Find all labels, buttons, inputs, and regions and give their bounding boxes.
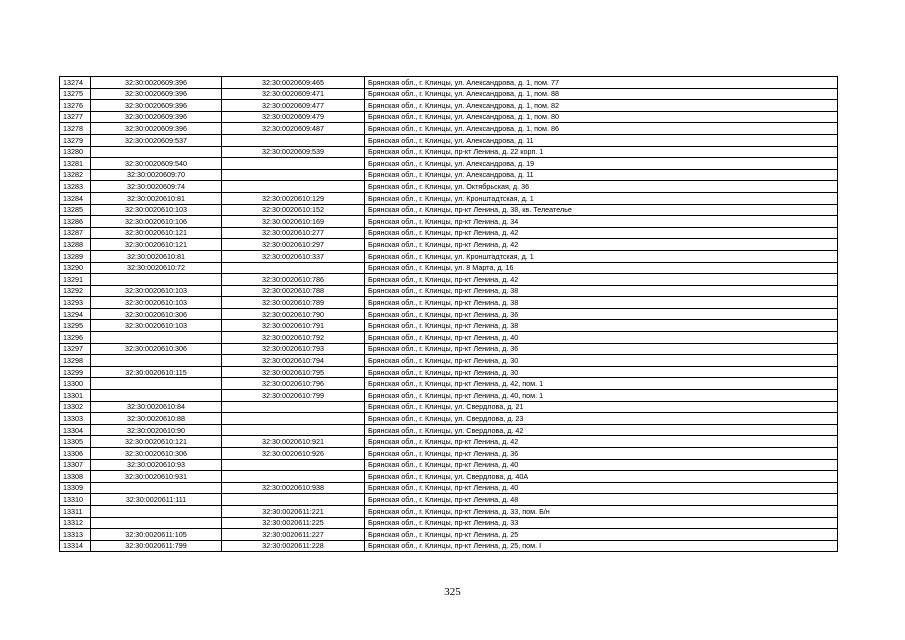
building-number-cell: 32:30:0020610:792 — [222, 332, 365, 344]
building-number-cell — [222, 134, 365, 146]
address-cell: Брянская обл., г. Клинцы, ул. Свердлова, д. 21 — [365, 401, 838, 413]
parcel-number-cell: 32:30:0020609:70 — [91, 169, 222, 181]
parcel-number-cell — [91, 332, 222, 344]
parcel-number-cell: 32:30:0020610:84 — [91, 401, 222, 413]
row-number-cell: 13301 — [60, 390, 91, 402]
table-row — [60, 494, 838, 506]
parcel-number-cell — [91, 482, 222, 494]
row-number-cell: 13281 — [60, 158, 91, 170]
address-cell: Брянская обл., г. Клинцы, пр-кт Ленина, д. 42 — [365, 239, 838, 251]
table-row — [60, 274, 838, 286]
row-number-cell: 13280 — [60, 146, 91, 158]
parcel-number-cell: 32:30:0020610:72 — [91, 262, 222, 274]
table-row — [60, 297, 838, 309]
table-row — [60, 88, 838, 100]
building-number-cell — [222, 169, 365, 181]
building-number-cell: 32:30:0020609:487 — [222, 123, 365, 135]
registry-table-body — [60, 77, 838, 552]
address-cell: Брянская обл., г. Клинцы, пр-кт Ленина, д. 25, пом. I — [365, 540, 838, 552]
parcel-number-cell: 32:30:0020610:103 — [91, 285, 222, 297]
table-row — [60, 401, 838, 413]
parcel-number-cell: 32:30:0020610:93 — [91, 459, 222, 471]
address-cell: Брянская обл., г. Клинцы, пр-кт Ленина, д. 38 — [365, 320, 838, 332]
parcel-number-cell: 32:30:0020611:799 — [91, 540, 222, 552]
building-number-cell — [222, 424, 365, 436]
table-row — [60, 250, 838, 262]
building-number-cell: 32:30:0020609:471 — [222, 88, 365, 100]
table-row — [60, 343, 838, 355]
parcel-number-cell: 32:30:0020609:396 — [91, 123, 222, 135]
row-number-cell: 13299 — [60, 366, 91, 378]
row-number-cell: 13311 — [60, 505, 91, 517]
row-number-cell: 13278 — [60, 123, 91, 135]
parcel-number-cell: 32:30:0020610:88 — [91, 413, 222, 425]
row-number-cell: 13295 — [60, 320, 91, 332]
table-row — [60, 529, 838, 541]
row-number-cell: 13312 — [60, 517, 91, 529]
building-number-cell: 32:30:0020610:926 — [222, 448, 365, 460]
address-cell: Брянская обл., г. Клинцы, пр-кт Ленина, д. 42 — [365, 274, 838, 286]
parcel-number-cell: 32:30:0020610:121 — [91, 436, 222, 448]
parcel-number-cell: 32:30:0020609:537 — [91, 134, 222, 146]
building-number-cell: 32:30:0020610:799 — [222, 390, 365, 402]
parcel-number-cell: 32:30:0020609:396 — [91, 88, 222, 100]
row-number-cell: 13313 — [60, 529, 91, 541]
row-number-cell: 13279 — [60, 134, 91, 146]
building-number-cell: 32:30:0020610:152 — [222, 204, 365, 216]
address-cell: Брянская обл., г. Клинцы, ул. Александрова, д. 1, пом. 88 — [365, 88, 838, 100]
address-cell: Брянская обл., г. Клинцы, ул. 8 Марта, д. 16 — [365, 262, 838, 274]
address-cell: Брянская обл., г. Клинцы, пр-кт Ленина, д. 34 — [365, 216, 838, 228]
table-row — [60, 216, 838, 228]
table-row — [60, 77, 838, 89]
parcel-number-cell: 32:30:0020610:931 — [91, 471, 222, 483]
row-number-cell: 13290 — [60, 262, 91, 274]
table-row — [60, 505, 838, 517]
address-cell: Брянская обл., г. Клинцы, ул. Александрова, д. 19 — [365, 158, 838, 170]
building-number-cell — [222, 158, 365, 170]
building-number-cell: 32:30:0020611:228 — [222, 540, 365, 552]
address-cell: Брянская обл., г. Клинцы, пр-кт Ленина, д. 36 — [365, 343, 838, 355]
table-row — [60, 204, 838, 216]
address-cell: Брянская обл., г. Клинцы, пр-кт Ленина, д. 38, кв. Телеателье — [365, 204, 838, 216]
parcel-number-cell: 32:30:0020610:115 — [91, 366, 222, 378]
building-number-cell: 32:30:0020610:794 — [222, 355, 365, 367]
parcel-number-cell: 32:30:0020610:306 — [91, 448, 222, 460]
row-number-cell: 13277 — [60, 111, 91, 123]
row-number-cell: 13275 — [60, 88, 91, 100]
parcel-number-cell: 32:30:0020610:121 — [91, 239, 222, 251]
row-number-cell: 13282 — [60, 169, 91, 181]
table-row — [60, 100, 838, 112]
address-cell: Брянская обл., г. Клинцы, пр-кт Ленина, д. 42 — [365, 227, 838, 239]
parcel-number-cell: 32:30:0020609:396 — [91, 100, 222, 112]
building-number-cell: 32:30:0020610:921 — [222, 436, 365, 448]
parcel-number-cell — [91, 274, 222, 286]
row-number-cell: 13300 — [60, 378, 91, 390]
row-number-cell: 13285 — [60, 204, 91, 216]
row-number-cell: 13306 — [60, 448, 91, 460]
address-cell: Брянская обл., г. Клинцы, ул. Кронштадтская, д. 1 — [365, 192, 838, 204]
table-row — [60, 239, 838, 251]
table-row — [60, 111, 838, 123]
parcel-number-cell: 32:30:0020610:103 — [91, 204, 222, 216]
building-number-cell — [222, 494, 365, 506]
row-number-cell: 13309 — [60, 482, 91, 494]
parcel-number-cell — [91, 505, 222, 517]
table-row — [60, 471, 838, 483]
building-number-cell: 32:30:0020610:277 — [222, 227, 365, 239]
address-cell: Брянская обл., г. Клинцы, ул. Кронштадтская, д. 1 — [365, 250, 838, 262]
row-number-cell: 13298 — [60, 355, 91, 367]
address-cell: Брянская обл., г. Клинцы, пр-кт Ленина, д. 30 — [365, 355, 838, 367]
building-number-cell: 32:30:0020610:169 — [222, 216, 365, 228]
address-cell: Брянская обл., г. Клинцы, пр-кт Ленина, д. 42, пом. 1 — [365, 378, 838, 390]
building-number-cell: 32:30:0020609:539 — [222, 146, 365, 158]
address-cell: Брянская обл., г. Клинцы, ул. Александрова, д. 1, пом. 80 — [365, 111, 838, 123]
building-number-cell: 32:30:0020610:129 — [222, 192, 365, 204]
building-number-cell — [222, 471, 365, 483]
row-number-cell: 13314 — [60, 540, 91, 552]
table-row — [60, 285, 838, 297]
parcel-number-cell: 32:30:0020610:81 — [91, 192, 222, 204]
row-number-cell: 13294 — [60, 308, 91, 320]
table-row — [60, 227, 838, 239]
address-cell: Брянская обл., г. Клинцы, ул. Александрова, д. 11 — [365, 169, 838, 181]
address-cell: Брянская обл., г. Клинцы, ул. Александрова, д. 1, пом. 82 — [365, 100, 838, 112]
table-row — [60, 134, 838, 146]
address-cell: Брянская обл., г. Клинцы, ул. Октябрьская, д. 36 — [365, 181, 838, 193]
registry-table — [59, 76, 838, 552]
building-number-cell: 32:30:0020610:790 — [222, 308, 365, 320]
parcel-number-cell — [91, 146, 222, 158]
parcel-number-cell — [91, 517, 222, 529]
table-row — [60, 332, 838, 344]
address-cell: Брянская обл., г. Клинцы, пр-кт Ленина, д. 48 — [365, 494, 838, 506]
building-number-cell — [222, 262, 365, 274]
address-cell: Брянская обл., г. Клинцы, пр-кт Ленина, д. 30 — [365, 366, 838, 378]
table-row — [60, 366, 838, 378]
parcel-number-cell: 32:30:0020610:121 — [91, 227, 222, 239]
row-number-cell: 13310 — [60, 494, 91, 506]
building-number-cell: 32:30:0020611:225 — [222, 517, 365, 529]
building-number-cell: 32:30:0020609:477 — [222, 100, 365, 112]
table-row — [60, 517, 838, 529]
row-number-cell: 13307 — [60, 459, 91, 471]
address-cell: Брянская обл., г. Клинцы, пр-кт Ленина, д. 25 — [365, 529, 838, 541]
building-number-cell: 32:30:0020610:791 — [222, 320, 365, 332]
address-cell: Брянская обл., г. Клинцы, ул. Свердлова, д. 23 — [365, 413, 838, 425]
table-row — [60, 169, 838, 181]
table-row — [60, 308, 838, 320]
address-cell: Брянская обл., г. Клинцы, пр-кт Ленина, д. 40, пом. 1 — [365, 390, 838, 402]
table-row — [60, 192, 838, 204]
row-number-cell: 13283 — [60, 181, 91, 193]
parcel-number-cell: 32:30:0020610:106 — [91, 216, 222, 228]
parcel-number-cell: 32:30:0020609:396 — [91, 77, 222, 89]
parcel-number-cell: 32:30:0020610:306 — [91, 343, 222, 355]
table-row — [60, 262, 838, 274]
building-number-cell: 32:30:0020609:465 — [222, 77, 365, 89]
table-row — [60, 424, 838, 436]
table-row — [60, 355, 838, 367]
table-row — [60, 158, 838, 170]
row-number-cell: 13288 — [60, 239, 91, 251]
row-number-cell: 13287 — [60, 227, 91, 239]
building-number-cell: 32:30:0020610:789 — [222, 297, 365, 309]
parcel-number-cell: 32:30:0020611:105 — [91, 529, 222, 541]
building-number-cell — [222, 413, 365, 425]
building-number-cell: 32:30:0020610:795 — [222, 366, 365, 378]
address-cell: Брянская обл., г. Клинцы, ул. Александрова, д. 11 — [365, 134, 838, 146]
building-number-cell: 32:30:0020610:297 — [222, 239, 365, 251]
building-number-cell: 32:30:0020610:337 — [222, 250, 365, 262]
address-cell: Брянская обл., г. Клинцы, пр-кт Ленина, д. 22 корп. 1 — [365, 146, 838, 158]
address-cell: Брянская обл., г. Клинцы, ул. Свердлова, д. 42 — [365, 424, 838, 436]
address-cell: Брянская обл., г. Клинцы, пр-кт Ленина, д. 36 — [365, 308, 838, 320]
parcel-number-cell: 32:30:0020610:103 — [91, 320, 222, 332]
address-cell: Брянская обл., г. Клинцы, пр-кт Ленина, д. 38 — [365, 297, 838, 309]
row-number-cell: 13302 — [60, 401, 91, 413]
building-number-cell: 32:30:0020611:227 — [222, 529, 365, 541]
address-cell: Брянская обл., г. Клинцы, пр-кт Ленина, д. 40 — [365, 482, 838, 494]
address-cell: Брянская обл., г. Клинцы, пр-кт Ленина, д. 33, пом. Б/н — [365, 505, 838, 517]
row-number-cell: 13274 — [60, 77, 91, 89]
building-number-cell: 32:30:0020609:479 — [222, 111, 365, 123]
row-number-cell: 13292 — [60, 285, 91, 297]
parcel-number-cell: 32:30:0020610:90 — [91, 424, 222, 436]
table-row — [60, 123, 838, 135]
row-number-cell: 13296 — [60, 332, 91, 344]
parcel-number-cell: 32:30:0020610:81 — [91, 250, 222, 262]
parcel-number-cell — [91, 378, 222, 390]
row-number-cell: 13304 — [60, 424, 91, 436]
address-cell: Брянская обл., г. Клинцы, пр-кт Ленина, д. 40 — [365, 459, 838, 471]
table-row — [60, 413, 838, 425]
building-number-cell: 32:30:0020610:796 — [222, 378, 365, 390]
table-row — [60, 459, 838, 471]
address-cell: Брянская обл., г. Клинцы, ул. Свердлова, д. 40А — [365, 471, 838, 483]
table-row — [60, 390, 838, 402]
row-number-cell: 13305 — [60, 436, 91, 448]
address-cell: Брянская обл., г. Клинцы, пр-кт Ленина, д. 42 — [365, 436, 838, 448]
building-number-cell: 32:30:0020610:786 — [222, 274, 365, 286]
building-number-cell: 32:30:0020611:221 — [222, 505, 365, 517]
table-row — [60, 146, 838, 158]
building-number-cell: 32:30:0020610:793 — [222, 343, 365, 355]
row-number-cell: 13303 — [60, 413, 91, 425]
table-row — [60, 482, 838, 494]
row-number-cell: 13291 — [60, 274, 91, 286]
row-number-cell: 13284 — [60, 192, 91, 204]
address-cell: Брянская обл., г. Клинцы, пр-кт Ленина, д. 33 — [365, 517, 838, 529]
row-number-cell: 13276 — [60, 100, 91, 112]
table-row — [60, 540, 838, 552]
building-number-cell — [222, 401, 365, 413]
building-number-cell — [222, 181, 365, 193]
address-cell: Брянская обл., г. Клинцы, пр-кт Ленина, д. 40 — [365, 332, 838, 344]
parcel-number-cell: 32:30:0020609:74 — [91, 181, 222, 193]
building-number-cell — [222, 459, 365, 471]
address-cell: Брянская обл., г. Клинцы, пр-кт Ленина, д. 38 — [365, 285, 838, 297]
row-number-cell: 13289 — [60, 250, 91, 262]
table-row — [60, 320, 838, 332]
parcel-number-cell — [91, 355, 222, 367]
parcel-number-cell: 32:30:0020610:306 — [91, 308, 222, 320]
page-number: 325 — [444, 586, 461, 598]
table-row — [60, 378, 838, 390]
table-row — [60, 448, 838, 460]
parcel-number-cell: 32:30:0020609:396 — [91, 111, 222, 123]
row-number-cell: 13297 — [60, 343, 91, 355]
table-row — [60, 181, 838, 193]
table-row — [60, 436, 838, 448]
address-cell: Брянская обл., г. Клинцы, ул. Александрова, д. 1, пом. 77 — [365, 77, 838, 89]
parcel-number-cell: 32:30:0020610:103 — [91, 297, 222, 309]
row-number-cell: 13293 — [60, 297, 91, 309]
address-cell: Брянская обл., г. Клинцы, ул. Александрова, д. 1, пом. 86 — [365, 123, 838, 135]
parcel-number-cell — [91, 390, 222, 402]
parcel-number-cell: 32:30:0020611:111 — [91, 494, 222, 506]
building-number-cell: 32:30:0020610:938 — [222, 482, 365, 494]
row-number-cell: 13308 — [60, 471, 91, 483]
address-cell: Брянская обл., г. Клинцы, пр-кт Ленина, д. 36 — [365, 448, 838, 460]
building-number-cell: 32:30:0020610:788 — [222, 285, 365, 297]
parcel-number-cell: 32:30:0020609:540 — [91, 158, 222, 170]
row-number-cell: 13286 — [60, 216, 91, 228]
